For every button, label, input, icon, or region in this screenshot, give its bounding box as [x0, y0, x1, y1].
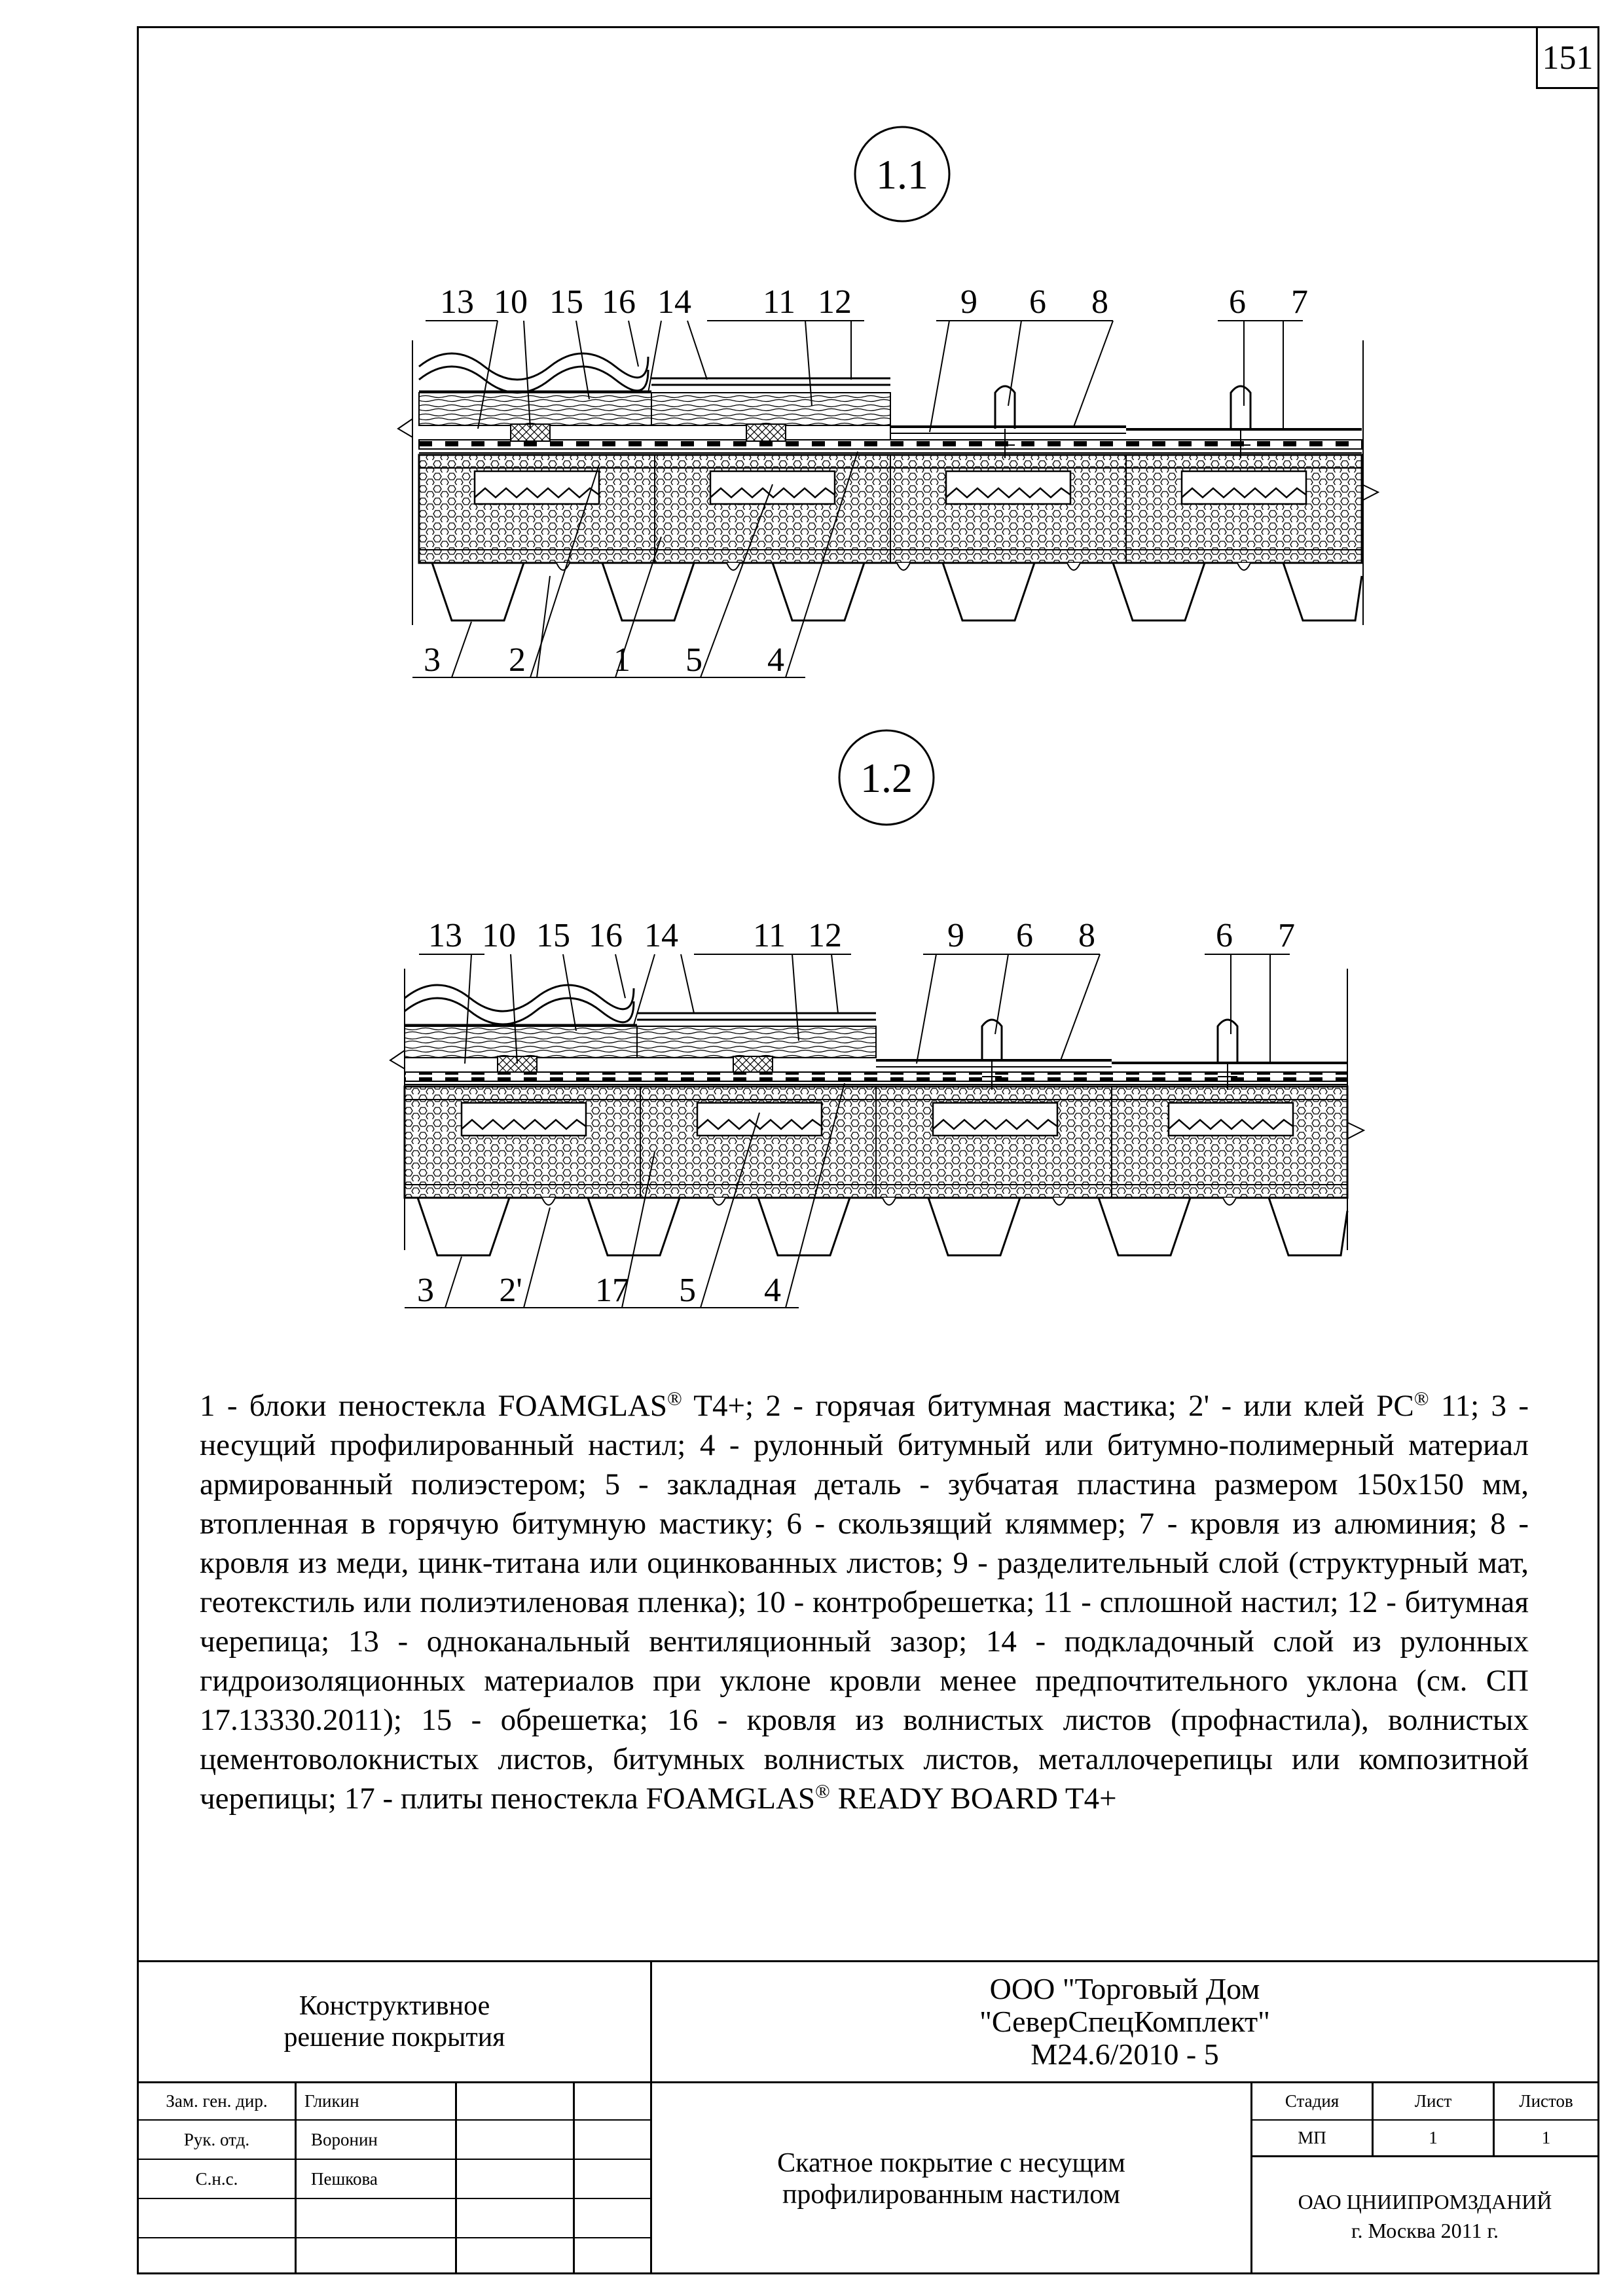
svg-text:11: 11 — [752, 917, 786, 954]
callouts-top-1 — [440, 283, 1308, 321]
svg-text:8: 8 — [1078, 917, 1095, 954]
svg-text:6: 6 — [1216, 917, 1233, 954]
svg-text:12: 12 — [818, 283, 852, 321]
svg-text:13: 13 — [440, 283, 474, 321]
svg-text:6: 6 — [1029, 283, 1046, 321]
name-3: Пешкова — [311, 2168, 378, 2189]
sheets-header: Листов — [1519, 2091, 1573, 2111]
svg-text:14: 14 — [644, 917, 678, 954]
svg-text:13: 13 — [428, 917, 462, 954]
svg-text:5: 5 — [685, 641, 702, 679]
svg-text:3: 3 — [417, 1272, 434, 1309]
callouts-bottom-1 — [424, 641, 784, 679]
svg-text:14: 14 — [657, 283, 691, 321]
svg-text:6: 6 — [1016, 917, 1033, 954]
sheet-header: Лист — [1414, 2091, 1452, 2111]
svg-text:9: 9 — [960, 283, 977, 321]
svg-text:4: 4 — [767, 641, 784, 679]
svg-text:9: 9 — [947, 917, 964, 954]
svg-text:10: 10 — [494, 283, 528, 321]
svg-text:2': 2' — [499, 1272, 522, 1309]
drawing-name: Конструктивное решение покрытия — [283, 1991, 505, 2053]
legend-text: 1 - блоки пеностекла FOAMGLAS® T4+; 2 - горячая битумная мастика; 2' - или клей PC® 11; 3 - несущий профилированный настил; 4 - рулонный битумный или битумно-полимерный материал армированный полиэстером; 5 - закладная деталь - зубчатая пластина размером 150х150 мм, втопленная в горячую битумную мастику; 6 - скользящий кляммер; 7 - кровля из алюминия; 8 - кровля из меди, цинк-титана или оцинкованных листов; 9 - разделительный слой (структурный мат, геотекстиль или полиэтиленовая пленка); 10 - контробрешетка; 11 - сплошной настил; 12 - битумная черепица; 13 - одноканальный вентиляционный зазор; 14 - подкладочный слой из рулонных гидроизоляционных материалов при уклоне кровли менее предпочтительного уклона (см. СП 17.13330.2011); 15 - обрешетка; 16 - кровля из волнистых листов (профнастила), волнистых цементоволокнистых листов, битумных волнистых листов, металлочерепицы или композитной черепицы; 17 - плиты пеностекла FOAMGLAS® READY BOARD T4+ — [200, 1388, 1529, 1816]
name-2: Воронин — [311, 2129, 378, 2149]
name-1: Гликин — [304, 2091, 359, 2111]
svg-text:4: 4 — [764, 1272, 781, 1309]
svg-text:10: 10 — [482, 917, 516, 954]
svg-text:15: 15 — [549, 283, 583, 321]
svg-text:8: 8 — [1091, 283, 1108, 321]
svg-text:7: 7 — [1278, 917, 1295, 954]
svg-text:7: 7 — [1291, 283, 1308, 321]
role-2: Рук. отд. — [183, 2129, 250, 2149]
sheet-value: 1 — [1429, 2128, 1438, 2147]
profiled-deck — [419, 563, 1362, 620]
svg-text:3: 3 — [424, 641, 441, 679]
svg-text:12: 12 — [808, 917, 842, 954]
section-1-2-label: 1.2 — [860, 755, 913, 801]
role-3: С.н.с. — [195, 2168, 238, 2189]
svg-text:1: 1 — [613, 641, 630, 679]
svg-text:2: 2 — [509, 641, 526, 679]
svg-text:15: 15 — [536, 917, 570, 954]
callouts-bottom-2 — [417, 1272, 781, 1309]
section-1-1-label: 1.1 — [876, 151, 928, 198]
role-1: Зам. ген. дир. — [166, 2091, 268, 2111]
sheet-title: Скатное покрытие с несущим профилированным настилом — [777, 2148, 1125, 2210]
svg-text:5: 5 — [679, 1272, 696, 1309]
svg-text:6: 6 — [1229, 283, 1246, 321]
callouts-top-2 — [428, 917, 1295, 954]
company-block: ООО "Торговый Дом "СеверСпецКомплект" М24.6/2010 - 5 — [979, 1972, 1270, 2071]
svg-text:16: 16 — [602, 283, 636, 321]
svg-text:11: 11 — [762, 283, 796, 321]
page-number: 151 — [1536, 26, 1599, 89]
stage-header: Стадия — [1285, 2091, 1340, 2111]
section-1-1 — [398, 127, 1378, 679]
stage-value: МП — [1298, 2128, 1326, 2147]
sheets-value: 1 — [1541, 2128, 1551, 2147]
section-1-2 — [390, 730, 1364, 1309]
organization: ОАО ЦНИИПРОМЗДАНИЙ г. Москва 2011 г. — [1298, 2189, 1552, 2242]
svg-text:16: 16 — [589, 917, 623, 954]
svg-text:17: 17 — [595, 1272, 629, 1309]
